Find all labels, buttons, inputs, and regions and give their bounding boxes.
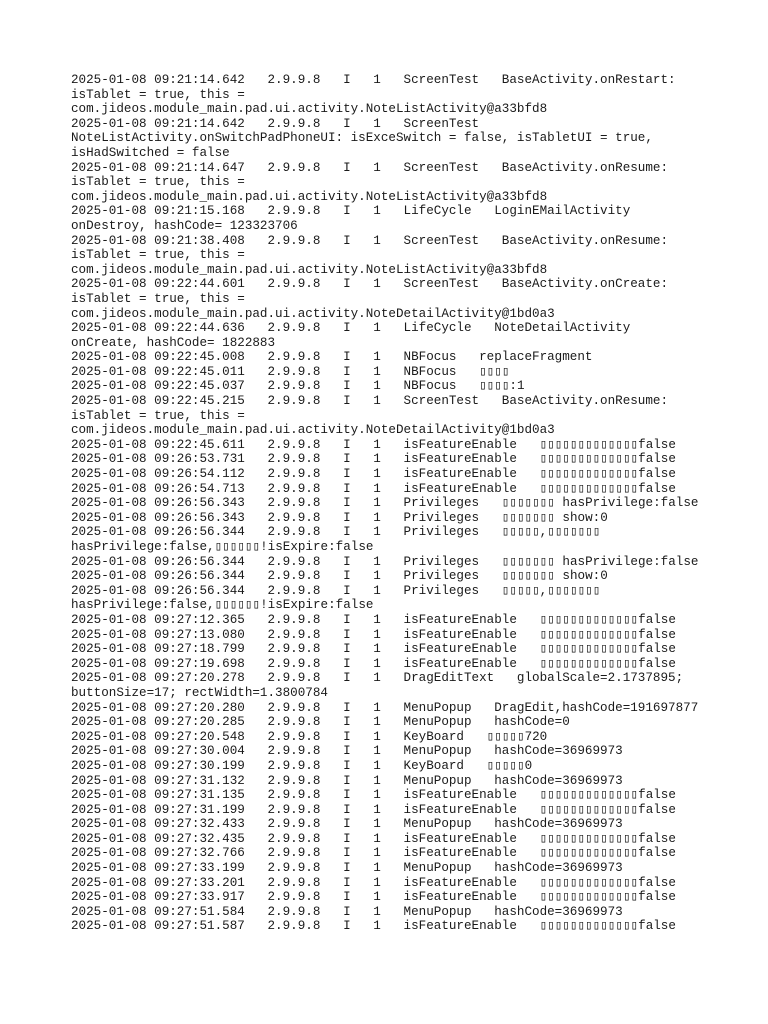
log-line: 2025-01-08 09:22:45.011 2.9.9.8 I 1 NBFocus ▯▯▯▯ [71,364,510,379]
log-line: isTablet = true, this = [71,291,245,306]
log-line: isHadSwitched = false [71,145,230,160]
log-line: 2025-01-08 09:27:31.132 2.9.9.8 I 1 MenuPopup hashCode=36969973 [71,773,623,788]
log-line: 2025-01-08 09:21:14.647 2.9.9.8 I 1 ScreenTest BaseActivity.onResume: [71,160,669,175]
log-line: 2025-01-08 09:27:20.285 2.9.9.8 I 1 MenuPopup hashCode=0 [71,715,570,730]
log-line: 2025-01-08 09:27:51.587 2.9.9.8 I 1 isFeatureEnable ▯▯▯▯▯▯▯▯▯▯▯▯▯false [71,919,676,934]
log-line: 2025-01-08 09:26:54.713 2.9.9.8 I 1 isFeatureEnable ▯▯▯▯▯▯▯▯▯▯▯▯▯false [71,481,676,496]
log-line: 2025-01-08 09:21:14.642 2.9.9.8 I 1 ScreenTest BaseActivity.onRestart: [71,73,676,87]
log-line: 2025-01-08 09:22:44.601 2.9.9.8 I 1 ScreenTest BaseActivity.onCreate: [71,277,669,292]
log-line: isTablet = true, this = [71,248,245,263]
log-line: 2025-01-08 09:22:44.636 2.9.9.8 I 1 LifeCycle NoteDetailActivity [71,321,631,336]
log-line: 2025-01-08 09:27:33.199 2.9.9.8 I 1 MenuPopup hashCode=36969973 [71,861,623,876]
log-line: isTablet = true, this = [71,87,245,102]
log-line: hasPrivilege:false,▯▯▯▯▯▯!isExpire:false [71,598,374,613]
log-line: com.jideos.module_main.pad.ui.activity.NoteListActivity@a33bfd8 [71,262,548,277]
log-line: 2025-01-08 09:26:56.343 2.9.9.8 I 1 Privileges ▯▯▯▯▯▯▯ hasPrivilege:false [71,496,699,511]
log-line: 2025-01-08 09:26:56.344 2.9.9.8 I 1 Privileges ▯▯▯▯▯▯▯ hasPrivilege:false [71,554,699,569]
log-line: hasPrivilege:false,▯▯▯▯▯▯!isExpire:false [71,540,374,554]
log-line: 2025-01-08 09:27:32.435 2.9.9.8 I 1 isFeatureEnable ▯▯▯▯▯▯▯▯▯▯▯▯▯false [71,831,676,846]
log-line: 2025-01-08 09:27:20.280 2.9.9.8 I 1 MenuPopup DragEdit,hashCode=191697877 [71,700,699,715]
log-line: com.jideos.module_main.pad.ui.activity.NoteListActivity@a33bfd8 [71,102,548,117]
log-line: onDestroy, hashCode= 123323706 [71,218,298,233]
log-line: 2025-01-08 09:26:54.112 2.9.9.8 I 1 isFeatureEnable ▯▯▯▯▯▯▯▯▯▯▯▯▯false [71,467,676,482]
log-line: buttonSize=17; rectWidth=1.3800784 [71,685,328,700]
log-line: 2025-01-08 09:22:45.215 2.9.9.8 I 1 ScreenTest BaseActivity.onResume: [71,394,669,409]
log-line: 2025-01-08 09:22:45.008 2.9.9.8 I 1 NBFocus replaceFragment [71,350,593,365]
log-line: NoteListActivity.onSwitchPadPhoneUI: isExceSwitch = false, isTabletUI = true, [71,131,653,146]
log-line: 2025-01-08 09:27:13.080 2.9.9.8 I 1 isFeatureEnable ▯▯▯▯▯▯▯▯▯▯▯▯▯false [71,627,676,642]
log-line: 2025-01-08 09:27:51.584 2.9.9.8 I 1 MenuPopup hashCode=36969973 [71,904,623,919]
log-line: 2025-01-08 09:26:56.344 2.9.9.8 I 1 Privileges ▯▯▯▯▯▯▯ show:0 [71,569,608,584]
log-line: 2025-01-08 09:27:32.766 2.9.9.8 I 1 isFeatureEnable ▯▯▯▯▯▯▯▯▯▯▯▯▯false [71,846,676,861]
log-line: 2025-01-08 09:27:32.433 2.9.9.8 I 1 MenuPopup hashCode=36969973 [71,817,623,832]
log-line: com.jideos.module_main.pad.ui.activity.NoteListActivity@a33bfd8 [71,189,548,204]
log-line: 2025-01-08 09:21:38.408 2.9.9.8 I 1 ScreenTest BaseActivity.onResume: [71,233,669,248]
log-line: 2025-01-08 09:27:31.135 2.9.9.8 I 1 isFeatureEnable ▯▯▯▯▯▯▯▯▯▯▯▯▯false [71,788,676,803]
log-line: 2025-01-08 09:27:18.799 2.9.9.8 I 1 isFeatureEnable ▯▯▯▯▯▯▯▯▯▯▯▯▯false [71,642,676,657]
log-line: 2025-01-08 09:26:56.343 2.9.9.8 I 1 Privileges ▯▯▯▯▯▯▯ show:0 [71,510,608,525]
log-line: 2025-01-08 09:21:15.168 2.9.9.8 I 1 LifeCycle LoginEMailActivity [71,204,631,219]
log-line: isTablet = true, this = [71,408,245,423]
log-line: 2025-01-08 09:21:14.642 2.9.9.8 I 1 ScreenTest [71,116,480,131]
log-line: 2025-01-08 09:27:31.199 2.9.9.8 I 1 isFeatureEnable ▯▯▯▯▯▯▯▯▯▯▯▯▯false [71,802,676,817]
log-line: 2025-01-08 09:27:19.698 2.9.9.8 I 1 isFeatureEnable ▯▯▯▯▯▯▯▯▯▯▯▯▯false [71,656,676,671]
log-line: 2025-01-08 09:27:12.365 2.9.9.8 I 1 isFeatureEnable ▯▯▯▯▯▯▯▯▯▯▯▯▯false [71,612,676,627]
log-line: 2025-01-08 09:26:53.731 2.9.9.8 I 1 isFeatureEnable ▯▯▯▯▯▯▯▯▯▯▯▯▯false [71,452,676,467]
log-line: isTablet = true, this = [71,175,245,190]
log-line: 2025-01-08 09:26:56.344 2.9.9.8 I 1 Privileges ▯▯▯▯▯,▯▯▯▯▯▯▯ [71,583,601,598]
log-line: 2025-01-08 09:26:56.344 2.9.9.8 I 1 Privileges ▯▯▯▯▯,▯▯▯▯▯▯▯ [71,525,601,540]
log-line: com.jideos.module_main.pad.ui.activity.NoteDetailActivity@1bd0a3 [71,306,555,321]
log-line: 2025-01-08 09:22:45.611 2.9.9.8 I 1 isFeatureEnable ▯▯▯▯▯▯▯▯▯▯▯▯▯false [71,437,676,452]
log-line: 2025-01-08 09:27:30.004 2.9.9.8 I 1 MenuPopup hashCode=36969973 [71,744,623,759]
log-line: 2025-01-08 09:27:30.199 2.9.9.8 I 1 KeyBoard ▯▯▯▯▯0 [71,758,533,773]
log-line: com.jideos.module_main.pad.ui.activity.NoteDetailActivity@1bd0a3 [71,423,555,438]
log-lines [71,73,711,934]
log-line: 2025-01-08 09:27:33.201 2.9.9.8 I 1 isFeatureEnable ▯▯▯▯▯▯▯▯▯▯▯▯▯false [71,875,676,890]
log-line: 2025-01-08 09:27:33.917 2.9.9.8 I 1 isFeatureEnable ▯▯▯▯▯▯▯▯▯▯▯▯▯false [71,890,676,905]
log-line: onCreate, hashCode= 1822883 [71,335,276,350]
log-line: 2025-01-08 09:22:45.037 2.9.9.8 I 1 NBFocus ▯▯▯▯:1 [71,379,525,394]
log-line: 2025-01-08 09:27:20.278 2.9.9.8 I 1 DragEditText globalScale=2.1737895; [71,671,684,686]
log-line: 2025-01-08 09:27:20.548 2.9.9.8 I 1 KeyBoard ▯▯▯▯▯720 [71,729,548,744]
log-document [71,73,711,934]
